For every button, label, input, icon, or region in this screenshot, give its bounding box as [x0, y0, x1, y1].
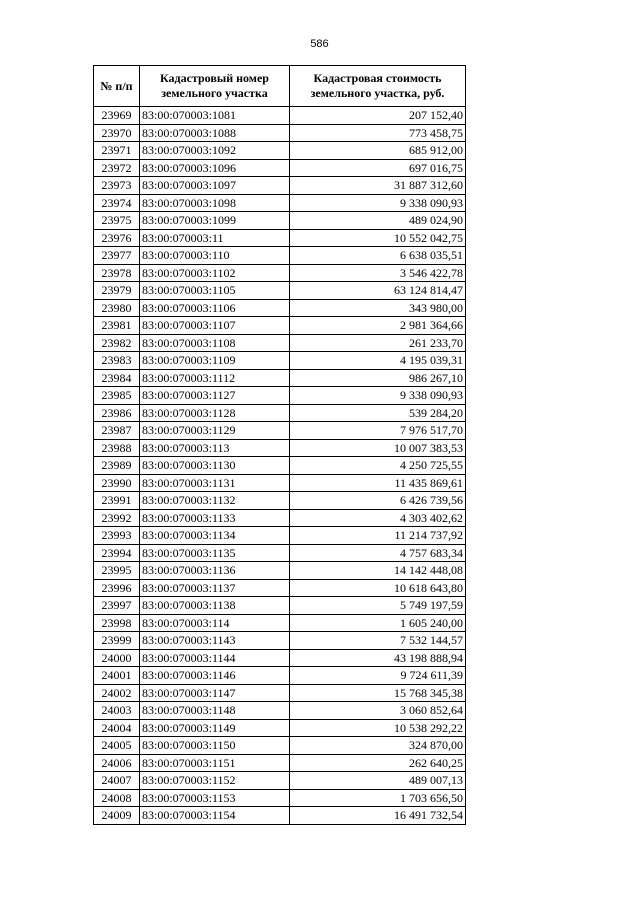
table-row	[94, 264, 466, 282]
page-number: 586	[310, 38, 329, 50]
row-number-cell: 23973	[94, 177, 140, 195]
cadastral-value-cell: 63 124 814,47	[290, 282, 466, 300]
cadastral-value-cell: 489 024,90	[290, 212, 466, 230]
cadastral-number-cell: 83:00:070003:1137	[140, 579, 290, 597]
row-number-cell: 23995	[94, 562, 140, 580]
cadastral-number-cell: 83:00:070003:1102	[140, 264, 290, 282]
row-number-cell: 23987	[94, 422, 140, 440]
row-number-cell: 23982	[94, 334, 140, 352]
cadastral-value-cell: 10 552 042,75	[290, 229, 466, 247]
row-number-cell: 24008	[94, 789, 140, 807]
row-number-cell: 24000	[94, 649, 140, 667]
row-number-cell: 23985	[94, 387, 140, 405]
table-row	[94, 772, 466, 790]
cadastral-number-cell: 83:00:070003:1097	[140, 177, 290, 195]
row-number-cell: 23971	[94, 142, 140, 160]
cadastral-value-cell: 2 981 364,66	[290, 317, 466, 335]
table-row	[94, 562, 466, 580]
cadastral-value-cell: 697 016,75	[290, 159, 466, 177]
cadastral-number-cell: 83:00:070003:1136	[140, 562, 290, 580]
cadastral-value-cell: 16 491 732,54	[290, 807, 466, 825]
cadastral-number-cell: 83:00:070003:1112	[140, 369, 290, 387]
cadastral-number-cell: 83:00:070003:110	[140, 247, 290, 265]
cadastral-number-cell: 83:00:070003:1148	[140, 702, 290, 720]
cadastral-value-cell: 9 338 090,93	[290, 194, 466, 212]
cadastral-value-cell: 6 638 035,51	[290, 247, 466, 265]
table-row	[94, 229, 466, 247]
table-row	[94, 369, 466, 387]
row-number-cell: 23977	[94, 247, 140, 265]
row-number-cell: 23975	[94, 212, 140, 230]
table-header-row	[94, 66, 466, 107]
table-row	[94, 667, 466, 685]
table-row	[94, 387, 466, 405]
row-number-cell: 23972	[94, 159, 140, 177]
cadastral-number-cell: 83:00:070003:1146	[140, 667, 290, 685]
table-row	[94, 107, 466, 125]
cadastral-value-cell: 7 532 144,57	[290, 632, 466, 650]
cadastral-number-cell: 83:00:070003:1129	[140, 422, 290, 440]
cadastral-number-cell: 83:00:070003:1130	[140, 457, 290, 475]
cadastral-value-cell: 261 233,70	[290, 334, 466, 352]
table-row	[94, 247, 466, 265]
table-row	[94, 684, 466, 702]
row-number-cell: 23991	[94, 492, 140, 510]
row-number-cell: 24003	[94, 702, 140, 720]
table-row	[94, 492, 466, 510]
table-row	[94, 299, 466, 317]
table-row	[94, 737, 466, 755]
cadastral-value-cell: 773 458,75	[290, 124, 466, 142]
cadastral-number-cell: 83:00:070003:1133	[140, 509, 290, 527]
row-number-cell: 23988	[94, 439, 140, 457]
table-row	[94, 474, 466, 492]
row-number-cell: 23998	[94, 614, 140, 632]
table-row	[94, 632, 466, 650]
cadastral-number-cell: 83:00:070003:1127	[140, 387, 290, 405]
cadastral-value-cell: 10 538 292,22	[290, 719, 466, 737]
cadastral-value-cell: 207 152,40	[290, 107, 466, 125]
row-number-cell: 23979	[94, 282, 140, 300]
cadastral-number-cell: 83:00:070003:11	[140, 229, 290, 247]
cadastral-number-cell: 83:00:070003:1152	[140, 772, 290, 790]
cadastral-number-cell: 83:00:070003:1128	[140, 404, 290, 422]
cadastral-number-cell: 83:00:070003:1143	[140, 632, 290, 650]
table-row	[94, 124, 466, 142]
table-row	[94, 177, 466, 195]
cadastral-number-cell: 83:00:070003:1149	[140, 719, 290, 737]
cadastral-value-cell: 9 338 090,93	[290, 387, 466, 405]
cadastral-number-cell: 83:00:070003:1106	[140, 299, 290, 317]
table-row	[94, 212, 466, 230]
cadastral-value-cell: 4 757 683,34	[290, 544, 466, 562]
row-number-cell: 23974	[94, 194, 140, 212]
row-number-cell: 23996	[94, 579, 140, 597]
cadastral-number-cell: 83:00:070003:1092	[140, 142, 290, 160]
cadastral-value-cell: 3 060 852,64	[290, 702, 466, 720]
cadastral-value-cell: 5 749 197,59	[290, 597, 466, 615]
cadastral-value-cell: 1 605 240,00	[290, 614, 466, 632]
cadastral-value-cell: 7 976 517,70	[290, 422, 466, 440]
cadastral-value-cell: 4 195 039,31	[290, 352, 466, 370]
table-row	[94, 754, 466, 772]
cadastral-number-cell: 83:00:070003:1151	[140, 754, 290, 772]
cadastral-value-cell: 11 214 737,92	[290, 527, 466, 545]
row-number-cell: 23984	[94, 369, 140, 387]
cadastral-value-cell: 343 980,00	[290, 299, 466, 317]
cadastral-number-cell: 83:00:070003:114	[140, 614, 290, 632]
table-row	[94, 282, 466, 300]
cadastral-value-cell: 1 703 656,50	[290, 789, 466, 807]
cadastral-value-cell: 262 640,25	[290, 754, 466, 772]
cadastral-value-cell: 6 426 739,56	[290, 492, 466, 510]
row-number-cell: 23993	[94, 527, 140, 545]
table-row	[94, 544, 466, 562]
table-row	[94, 614, 466, 632]
cadastral-number-cell: 83:00:070003:1138	[140, 597, 290, 615]
cadastral-value-table	[93, 65, 466, 825]
table-row	[94, 597, 466, 615]
cadastral-value-cell: 3 546 422,78	[290, 264, 466, 282]
row-number-cell: 24006	[94, 754, 140, 772]
cadastral-value-cell: 685 912,00	[290, 142, 466, 160]
cadastral-number-cell: 83:00:070003:1088	[140, 124, 290, 142]
cadastral-value-cell: 31 887 312,60	[290, 177, 466, 195]
row-number-cell: 23969	[94, 107, 140, 125]
table-body	[94, 107, 466, 825]
table-row	[94, 334, 466, 352]
row-number-cell: 23999	[94, 632, 140, 650]
cadastral-number-cell: 83:00:070003:1108	[140, 334, 290, 352]
cadastral-number-cell: 83:00:070003:1144	[140, 649, 290, 667]
row-number-cell: 23994	[94, 544, 140, 562]
row-number-cell: 23989	[94, 457, 140, 475]
cadastral-number-cell: 83:00:070003:1147	[140, 684, 290, 702]
column-header-cadastral-number: Кадастровый номер земельного участка	[140, 66, 290, 107]
table-row	[94, 719, 466, 737]
row-number-cell: 23978	[94, 264, 140, 282]
cadastral-number-cell: 83:00:070003:1135	[140, 544, 290, 562]
cadastral-number-cell: 83:00:070003:1109	[140, 352, 290, 370]
row-number-cell: 24009	[94, 807, 140, 825]
cadastral-number-cell: 83:00:070003:1096	[140, 159, 290, 177]
row-number-cell: 23990	[94, 474, 140, 492]
cadastral-value-cell: 9 724 611,39	[290, 667, 466, 685]
table-row	[94, 527, 466, 545]
cadastral-value-cell: 10 007 383,53	[290, 439, 466, 457]
cadastral-number-cell: 83:00:070003:1154	[140, 807, 290, 825]
row-number-cell: 23970	[94, 124, 140, 142]
cadastral-value-cell: 15 768 345,38	[290, 684, 466, 702]
table-row	[94, 194, 466, 212]
row-number-cell: 24002	[94, 684, 140, 702]
row-number-cell: 23981	[94, 317, 140, 335]
row-number-cell: 24007	[94, 772, 140, 790]
table-row	[94, 317, 466, 335]
cadastral-number-cell: 83:00:070003:1131	[140, 474, 290, 492]
column-header-number: № п/п	[94, 66, 140, 107]
cadastral-value-cell: 324 870,00	[290, 737, 466, 755]
row-number-cell: 23980	[94, 299, 140, 317]
cadastral-number-cell: 83:00:070003:1099	[140, 212, 290, 230]
cadastral-number-cell: 83:00:070003:1132	[140, 492, 290, 510]
table-row	[94, 807, 466, 825]
row-number-cell: 24004	[94, 719, 140, 737]
row-number-cell: 23983	[94, 352, 140, 370]
cadastral-value-cell: 11 435 869,61	[290, 474, 466, 492]
cadastral-value-cell: 14 142 448,08	[290, 562, 466, 580]
table-row	[94, 404, 466, 422]
cadastral-value-cell: 4 303 402,62	[290, 509, 466, 527]
cadastral-value-cell: 43 198 888,94	[290, 649, 466, 667]
table-row	[94, 142, 466, 160]
table-row	[94, 579, 466, 597]
cadastral-number-cell: 83:00:070003:1081	[140, 107, 290, 125]
table-row	[94, 352, 466, 370]
row-number-cell: 23986	[94, 404, 140, 422]
cadastral-value-cell: 986 267,10	[290, 369, 466, 387]
cadastral-value-cell: 10 618 643,80	[290, 579, 466, 597]
cadastral-number-cell: 83:00:070003:1153	[140, 789, 290, 807]
cadastral-number-cell: 83:00:070003:1134	[140, 527, 290, 545]
cadastral-value-cell: 4 250 725,55	[290, 457, 466, 475]
table-row	[94, 789, 466, 807]
cadastral-number-cell: 83:00:070003:1150	[140, 737, 290, 755]
table-row	[94, 457, 466, 475]
table-row	[94, 159, 466, 177]
cadastral-number-cell: 83:00:070003:1098	[140, 194, 290, 212]
table-row	[94, 649, 466, 667]
cadastral-value-cell: 489 007,13	[290, 772, 466, 790]
column-header-cadastral-value: Кадастровая стоимость земельного участка, руб.	[290, 66, 466, 107]
row-number-cell: 23992	[94, 509, 140, 527]
table-row	[94, 422, 466, 440]
cadastral-number-cell: 83:00:070003:1107	[140, 317, 290, 335]
row-number-cell: 24001	[94, 667, 140, 685]
row-number-cell: 23976	[94, 229, 140, 247]
cadastral-value-cell: 539 284,20	[290, 404, 466, 422]
cadastral-number-cell: 83:00:070003:1105	[140, 282, 290, 300]
table-row	[94, 439, 466, 457]
row-number-cell: 23997	[94, 597, 140, 615]
table-row	[94, 702, 466, 720]
cadastral-number-cell: 83:00:070003:113	[140, 439, 290, 457]
table-row	[94, 509, 466, 527]
row-number-cell: 24005	[94, 737, 140, 755]
